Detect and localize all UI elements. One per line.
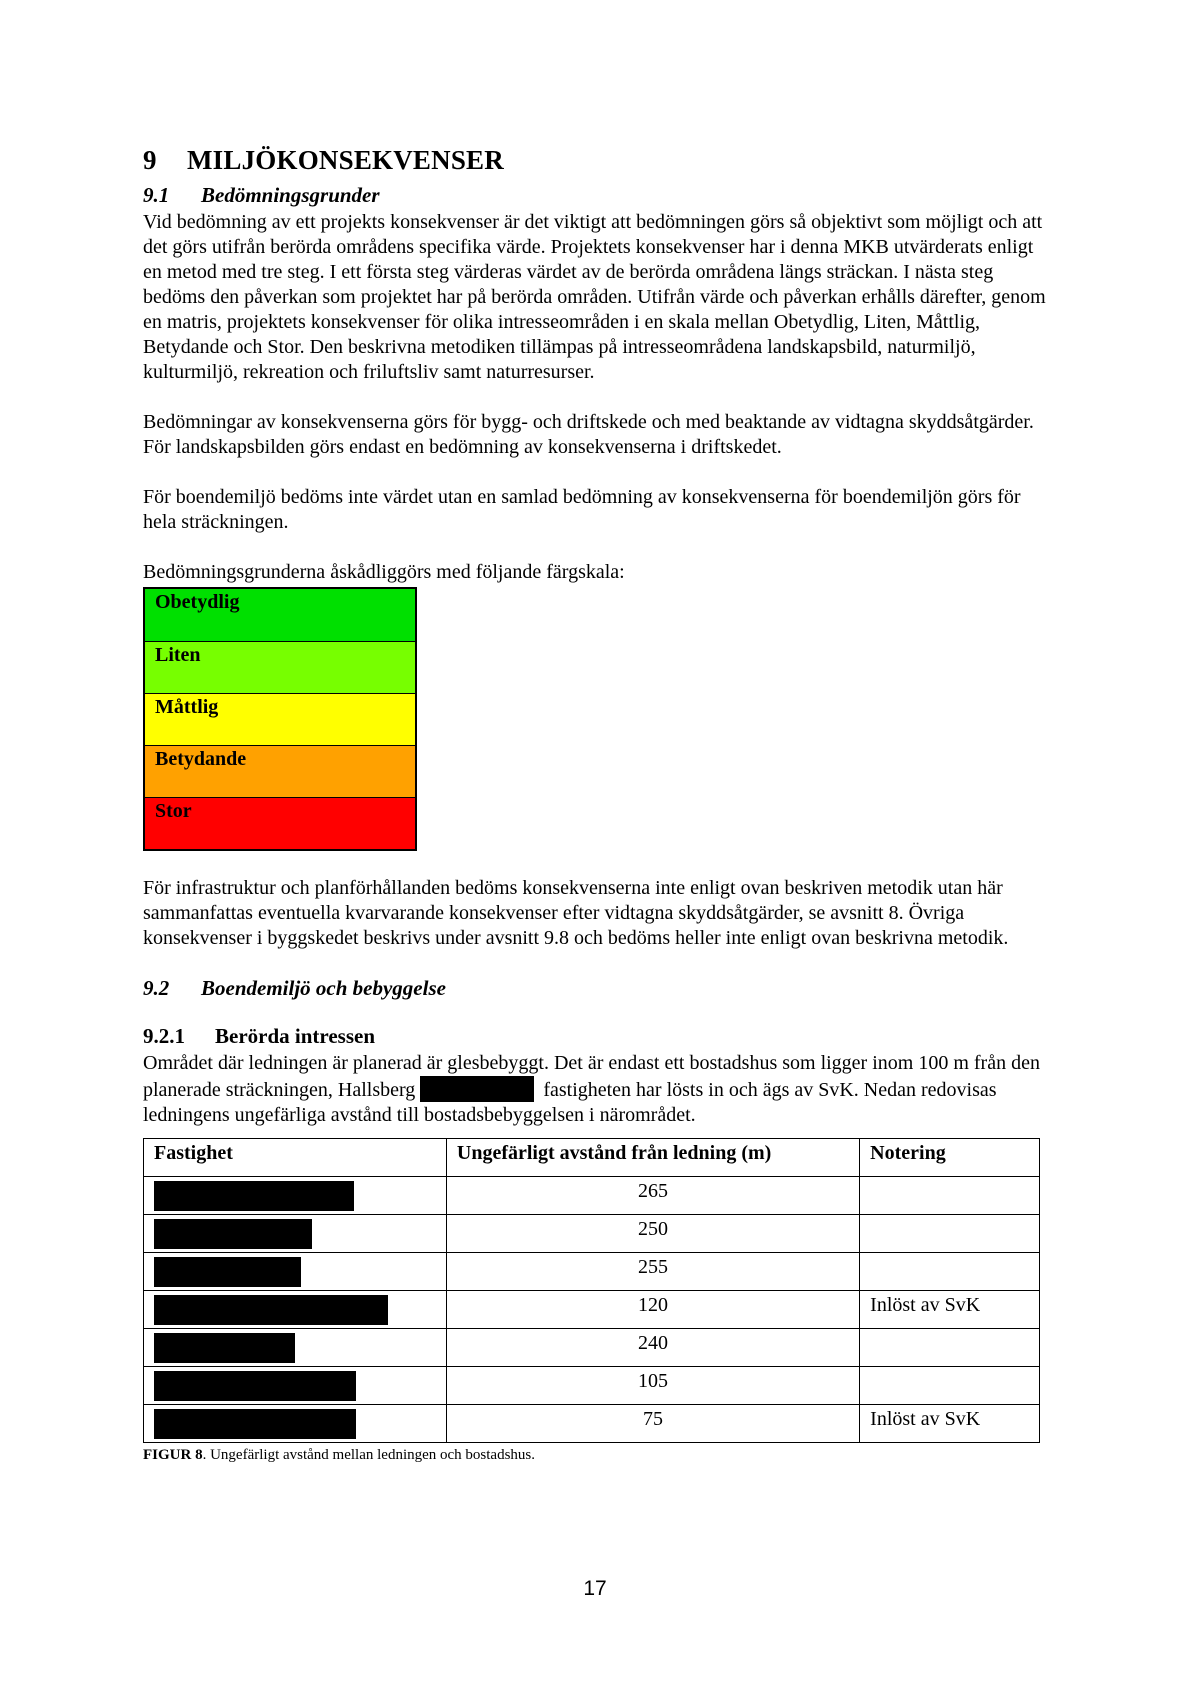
subsection-title: Berörda intressen	[215, 1024, 376, 1048]
header-distance: Ungefärligt avstånd från ledning (m)	[446, 1139, 859, 1177]
paragraph-part-b: fastigheten har lösts in och ägs av SvK. Nedan redovisas ledningens ungefärliga avstånd till bostadsbebyggelsen i närområdet.	[143, 1079, 997, 1126]
property-cell	[144, 1291, 447, 1329]
section-title: Bedömningsgrunder	[201, 183, 380, 207]
property-cell	[144, 1215, 447, 1253]
property-cell	[144, 1177, 447, 1215]
distance-cell: 255	[446, 1253, 859, 1291]
caption-label: FIGUR 8	[143, 1447, 203, 1463]
scale-row-mattlig: Måttlig	[145, 693, 415, 745]
property-cell	[144, 1253, 447, 1291]
redaction-bar	[154, 1333, 295, 1363]
table-row	[144, 1367, 1040, 1405]
chapter-heading	[143, 140, 1053, 180]
scale-row-betydande: Betydande	[145, 745, 415, 797]
redaction-bar	[154, 1371, 356, 1401]
distance-cell: 75	[446, 1405, 859, 1443]
scale-row-obetydlig: Obetydlig	[145, 589, 415, 641]
section-title: Boendemiljö och bebyggelse	[201, 976, 446, 1000]
chapter-title: MILJÖKONSEKVENSER	[187, 145, 504, 175]
property-cell	[144, 1405, 447, 1443]
distance-cell: 240	[446, 1329, 859, 1367]
property-cell	[144, 1367, 447, 1405]
scale-row-stor: Stor	[145, 797, 415, 849]
paragraph-stages: Bedömningar av konsekvenserna görs för bygg- och driftskede och med beaktande av vidtagna skyddsåtgärder. För landskapsbilden görs endast en bedömning av konsekvenserna i driftskedet.	[143, 411, 1034, 458]
table-row	[144, 1329, 1040, 1367]
table-row	[144, 1405, 1040, 1443]
figure-caption	[143, 1445, 1053, 1465]
property-cell	[144, 1329, 447, 1367]
table-row	[144, 1253, 1040, 1291]
redaction-bar	[420, 1076, 534, 1102]
section-number: 9.2	[143, 976, 170, 1000]
subsection-heading-9-2-1	[143, 1021, 1053, 1051]
note-cell	[860, 1329, 1040, 1367]
paragraph-scale-intro: Bedömningsgrunderna åskådliggörs med följande färgskala:	[143, 561, 625, 583]
paragraph-affected-interests	[143, 1051, 1053, 1128]
header-note: Notering	[860, 1139, 1040, 1177]
subsection-number: 9.2.1	[143, 1024, 185, 1048]
scale-row-liten: Liten	[145, 641, 415, 693]
page-number: 17	[583, 1577, 607, 1600]
header-property: Fastighet	[144, 1139, 447, 1177]
redaction-bar	[154, 1181, 354, 1211]
distance-cell: 250	[446, 1215, 859, 1253]
table-row	[144, 1177, 1040, 1215]
table-header-row	[144, 1139, 1040, 1177]
section-heading-9-2	[143, 973, 1053, 1003]
table-row	[144, 1291, 1040, 1329]
note-cell: Inlöst av SvK	[860, 1405, 1040, 1443]
section-number: 9.1	[143, 183, 170, 207]
redaction-bar	[154, 1219, 312, 1249]
redaction-bar	[154, 1257, 301, 1287]
note-cell	[860, 1215, 1040, 1253]
note-cell	[860, 1177, 1040, 1215]
note-cell	[860, 1253, 1040, 1291]
table-row	[144, 1215, 1040, 1253]
redaction-bar	[154, 1295, 388, 1325]
note-cell: Inlöst av SvK	[860, 1291, 1040, 1329]
paragraph-part-a: Området där ledningen är planerad är glesbebyggt. Det är endast ett bostadshus som ligger inom 100 m från den planerade sträckningen, Hallsberg	[143, 1052, 1040, 1101]
distance-cell: 105	[446, 1367, 859, 1405]
paragraph-living-environment: För boendemiljö bedöms inte värdet utan en samlad bedömning av konsekvenserna för boendemiljön görs för hela sträckningen.	[143, 486, 1021, 533]
note-cell	[860, 1367, 1040, 1405]
paragraph-infrastructure: För infrastruktur och planförhållanden bedöms konsekvenserna inte enligt ovan beskriven metodik utan här sammanfattas eventuella kvarvarande konsekvenser efter vidtagna skyddsåtgärder, se avsnitt 8. Övriga konsekvenser i byggskedet beskrivs under avsnitt 9.8 och bedöms heller inte enligt ovan beskrivna metodik.	[143, 877, 1009, 949]
color-scale	[143, 587, 417, 851]
redaction-bar	[154, 1409, 356, 1439]
distance-cell: 120	[446, 1291, 859, 1329]
chapter-number: 9	[143, 145, 157, 175]
distance-table	[143, 1138, 1040, 1443]
distance-cell: 265	[446, 1177, 859, 1215]
section-heading-9-1	[143, 180, 1053, 210]
page-content	[143, 140, 1053, 1465]
paragraph-method: Vid bedömning av ett projekts konsekvenser är det viktigt att bedömningen görs så objektivt som möjligt och att det görs utifrån berörda områdens specifika värde. Projektets konsekvenser har i denna MKB utvärderats enligt en metod med tre steg. I ett första steg värderas värdet av de berörda områdena längs sträckan. I nästa steg bedöms den påverkan som projektet har på berörda områden. Utifrån värde och påverkan erhålls därefter, genom en matris, projektets konsekvenser för olika intresseområden i en skala mellan Obetydlig, Liten, Måttlig, Betydande och Stor. Den beskrivna metodiken tillämpas på intresseområdena landskapsbild, naturmiljö, kulturmiljö, rekreation och friluftsliv samt naturresurser.	[143, 211, 1046, 383]
caption-text: . Ungefärligt avstånd mellan ledningen och bostadshus.	[202, 1447, 536, 1463]
